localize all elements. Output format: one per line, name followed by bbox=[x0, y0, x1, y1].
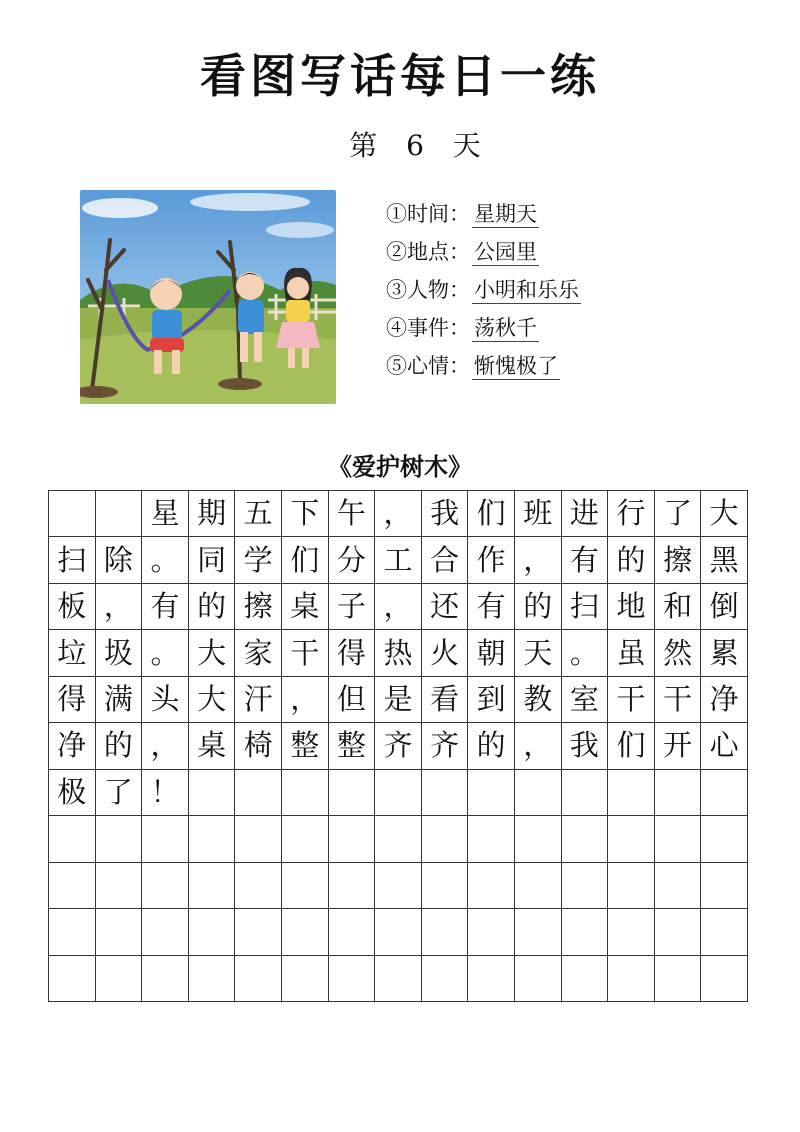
day-label: 第 6 天 bbox=[349, 129, 491, 162]
grid-cell: 椅 bbox=[235, 723, 282, 769]
grid-cell: 有 bbox=[142, 584, 189, 630]
grid-cell: 虽 bbox=[608, 630, 655, 676]
grid-cell bbox=[608, 863, 655, 909]
grid-cell: 桌 bbox=[189, 723, 236, 769]
grid-cell: 期 bbox=[189, 491, 236, 537]
grid-cell bbox=[468, 956, 515, 1002]
grid-cell bbox=[189, 816, 236, 862]
grid-cell: 得 bbox=[329, 630, 376, 676]
info-event bbox=[386, 309, 746, 347]
illustration-drawing bbox=[80, 190, 336, 404]
grid-cell bbox=[235, 816, 282, 862]
grid-cell: 了 bbox=[96, 770, 143, 816]
info-time bbox=[386, 195, 746, 233]
illustration bbox=[80, 190, 336, 404]
info-value: 荡秋千 bbox=[474, 315, 537, 340]
grid-cell: 擦 bbox=[235, 584, 282, 630]
grid-cell bbox=[49, 956, 96, 1002]
grid-cell: 的 bbox=[515, 584, 562, 630]
grid-cell: ， bbox=[375, 491, 422, 537]
grid-cell bbox=[189, 909, 236, 955]
grid-cell bbox=[189, 956, 236, 1002]
grid-cell bbox=[701, 863, 748, 909]
grid-cell: 然 bbox=[655, 630, 702, 676]
grid-cell: 分 bbox=[329, 537, 376, 583]
grid-cell: 午 bbox=[329, 491, 376, 537]
info-label: ①时间： bbox=[386, 202, 470, 226]
grid-cell: 。 bbox=[142, 630, 189, 676]
grid-cell bbox=[235, 956, 282, 1002]
writing-grid bbox=[48, 490, 748, 1002]
grid-cell bbox=[515, 816, 562, 862]
grid-cell: 干 bbox=[608, 677, 655, 723]
grid-cell bbox=[282, 863, 329, 909]
grid-cell: 下 bbox=[282, 491, 329, 537]
grid-cell: 。 bbox=[142, 537, 189, 583]
grid-cell: 们 bbox=[468, 491, 515, 537]
grid-cell bbox=[142, 863, 189, 909]
grid-cell bbox=[329, 816, 376, 862]
grid-cell bbox=[515, 863, 562, 909]
info-label: ②地点： bbox=[386, 240, 470, 264]
grid-cell bbox=[562, 770, 609, 816]
grid-cell: 工 bbox=[375, 537, 422, 583]
page-title: 看图写话每日一练 bbox=[200, 49, 600, 103]
grid-cell bbox=[96, 491, 143, 537]
grid-cell bbox=[655, 863, 702, 909]
grid-cell: 们 bbox=[282, 537, 329, 583]
grid-cell: 看 bbox=[422, 677, 469, 723]
grid-cell bbox=[608, 816, 655, 862]
grid-cell: 整 bbox=[329, 723, 376, 769]
grid-cell bbox=[96, 816, 143, 862]
grid-cell: 开 bbox=[655, 723, 702, 769]
grid-cell: 有 bbox=[562, 537, 609, 583]
grid-cell: 但 bbox=[329, 677, 376, 723]
grid-cell: 同 bbox=[189, 537, 236, 583]
grid-cell: 五 bbox=[235, 491, 282, 537]
grid-cell bbox=[282, 770, 329, 816]
grid-cell bbox=[235, 770, 282, 816]
grid-cell bbox=[96, 909, 143, 955]
grid-cell: 星 bbox=[142, 491, 189, 537]
grid-cell: 进 bbox=[562, 491, 609, 537]
grid-cell bbox=[701, 770, 748, 816]
info-list bbox=[386, 195, 746, 385]
grid-cell bbox=[422, 816, 469, 862]
grid-cell: 天 bbox=[515, 630, 562, 676]
grid-cell: 桌 bbox=[282, 584, 329, 630]
grid-cell: 行 bbox=[608, 491, 655, 537]
grid-cell bbox=[375, 956, 422, 1002]
grid-cell: ， bbox=[96, 584, 143, 630]
grid-cell: 的 bbox=[608, 537, 655, 583]
grid-cell: 子 bbox=[329, 584, 376, 630]
grid-cell: 整 bbox=[282, 723, 329, 769]
grid-cell: 黑 bbox=[701, 537, 748, 583]
grid-cell: ！ bbox=[142, 770, 189, 816]
grid-cell bbox=[468, 770, 515, 816]
grid-cell bbox=[329, 956, 376, 1002]
grid-cell: 地 bbox=[608, 584, 655, 630]
grid-cell bbox=[235, 863, 282, 909]
info-value: 惭愧极了 bbox=[474, 353, 558, 378]
grid-cell: 除 bbox=[96, 537, 143, 583]
info-mood bbox=[386, 347, 746, 385]
grid-cell bbox=[655, 956, 702, 1002]
grid-cell bbox=[189, 863, 236, 909]
grid-cell: ， bbox=[282, 677, 329, 723]
grid-cell bbox=[96, 863, 143, 909]
grid-cell: 得 bbox=[49, 677, 96, 723]
grid-cell bbox=[282, 956, 329, 1002]
grid-cell: 朝 bbox=[468, 630, 515, 676]
grid-cell: 有 bbox=[468, 584, 515, 630]
grid-cell: 合 bbox=[422, 537, 469, 583]
grid-cell: 扫 bbox=[49, 537, 96, 583]
grid-cell: 是 bbox=[375, 677, 422, 723]
grid-cell: 到 bbox=[468, 677, 515, 723]
grid-cell bbox=[468, 909, 515, 955]
grid-cell: 净 bbox=[701, 677, 748, 723]
grid-cell: 班 bbox=[515, 491, 562, 537]
grid-cell: 擦 bbox=[655, 537, 702, 583]
grid-cell bbox=[282, 909, 329, 955]
grid-cell: 和 bbox=[655, 584, 702, 630]
grid-cell bbox=[655, 816, 702, 862]
grid-cell bbox=[701, 909, 748, 955]
grid-cell bbox=[608, 770, 655, 816]
grid-cell: 作 bbox=[468, 537, 515, 583]
grid-cell: 头 bbox=[142, 677, 189, 723]
grid-cell: 的 bbox=[189, 584, 236, 630]
grid-cell: 教 bbox=[515, 677, 562, 723]
grid-cell: 的 bbox=[468, 723, 515, 769]
grid-cell: 扫 bbox=[562, 584, 609, 630]
grid-cell: 垃 bbox=[49, 630, 96, 676]
grid-cell bbox=[329, 863, 376, 909]
grid-cell bbox=[49, 863, 96, 909]
grid-cell: 大 bbox=[189, 677, 236, 723]
grid-cell bbox=[96, 956, 143, 1002]
grid-cell bbox=[189, 770, 236, 816]
grid-cell bbox=[515, 909, 562, 955]
grid-cell: 圾 bbox=[96, 630, 143, 676]
grid-cell bbox=[375, 909, 422, 955]
info-value: 公园里 bbox=[474, 239, 537, 264]
grid-cell bbox=[235, 909, 282, 955]
grid-cell bbox=[375, 816, 422, 862]
grid-cell: 了 bbox=[655, 491, 702, 537]
grid-cell: ， bbox=[375, 584, 422, 630]
grid-cell bbox=[375, 770, 422, 816]
grid-cell bbox=[562, 956, 609, 1002]
grid-cell bbox=[608, 956, 655, 1002]
grid-cell: 还 bbox=[422, 584, 469, 630]
grid-cell: 倒 bbox=[701, 584, 748, 630]
grid-cell bbox=[515, 770, 562, 816]
grid-cell bbox=[49, 909, 96, 955]
grid-cell bbox=[515, 956, 562, 1002]
grid-cell: 累 bbox=[701, 630, 748, 676]
grid-cell: 学 bbox=[235, 537, 282, 583]
grid-cell: 干 bbox=[282, 630, 329, 676]
grid-cell: 汗 bbox=[235, 677, 282, 723]
essay-title: 《爱护树木》 bbox=[328, 452, 472, 481]
grid-cell bbox=[329, 909, 376, 955]
grid-cell bbox=[562, 816, 609, 862]
grid-cell: 的 bbox=[96, 723, 143, 769]
grid-cell: 板 bbox=[49, 584, 96, 630]
grid-cell bbox=[562, 863, 609, 909]
grid-cell: 。 bbox=[562, 630, 609, 676]
info-label: ③人物： bbox=[386, 278, 470, 302]
grid-cell bbox=[701, 816, 748, 862]
grid-cell bbox=[422, 863, 469, 909]
grid-cell: 我 bbox=[422, 491, 469, 537]
grid-cell: 们 bbox=[608, 723, 655, 769]
info-value: 星期天 bbox=[474, 201, 537, 226]
grid-cell: 大 bbox=[701, 491, 748, 537]
grid-cell: 家 bbox=[235, 630, 282, 676]
grid-cell: ， bbox=[142, 723, 189, 769]
grid-cell: 净 bbox=[49, 723, 96, 769]
grid-cell bbox=[49, 491, 96, 537]
grid-cell: 火 bbox=[422, 630, 469, 676]
grid-cell: 齐 bbox=[375, 723, 422, 769]
grid-cell bbox=[608, 909, 655, 955]
info-value: 小明和乐乐 bbox=[474, 277, 579, 302]
grid-cell: ， bbox=[515, 537, 562, 583]
grid-cell: 热 bbox=[375, 630, 422, 676]
grid-cell: 满 bbox=[96, 677, 143, 723]
grid-cell: 室 bbox=[562, 677, 609, 723]
grid-cell bbox=[655, 909, 702, 955]
grid-cell: 大 bbox=[189, 630, 236, 676]
grid-cell bbox=[422, 909, 469, 955]
grid-cell bbox=[422, 956, 469, 1002]
info-label: ④事件： bbox=[386, 316, 470, 340]
grid-cell bbox=[655, 770, 702, 816]
grid-cell bbox=[562, 909, 609, 955]
grid-cell bbox=[701, 956, 748, 1002]
grid-cell bbox=[142, 956, 189, 1002]
grid-cell bbox=[142, 816, 189, 862]
grid-cell bbox=[49, 816, 96, 862]
info-label: ⑤心情： bbox=[386, 354, 470, 378]
grid-cell bbox=[282, 816, 329, 862]
grid-cell: 我 bbox=[562, 723, 609, 769]
grid-cell: 极 bbox=[49, 770, 96, 816]
info-people bbox=[386, 271, 746, 309]
grid-cell: 心 bbox=[701, 723, 748, 769]
grid-cell bbox=[422, 770, 469, 816]
grid-cell: ， bbox=[515, 723, 562, 769]
grid-cell bbox=[375, 863, 422, 909]
grid-cell bbox=[329, 770, 376, 816]
grid-cell bbox=[142, 909, 189, 955]
grid-cell bbox=[468, 863, 515, 909]
grid-cell bbox=[468, 816, 515, 862]
grid-cell: 干 bbox=[655, 677, 702, 723]
grid-cell: 齐 bbox=[422, 723, 469, 769]
info-place bbox=[386, 233, 746, 271]
